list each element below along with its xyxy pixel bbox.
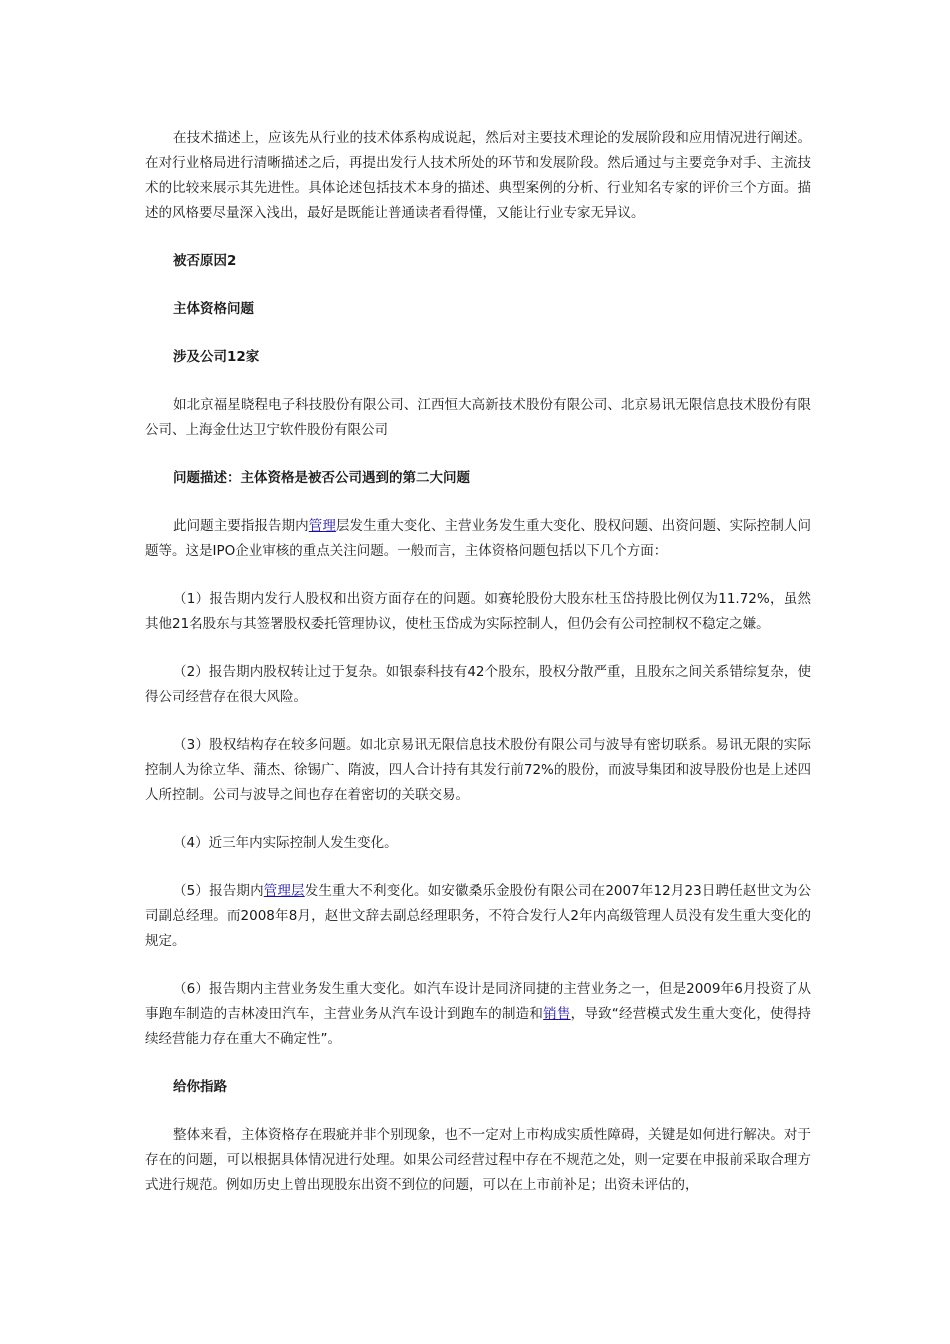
advice-paragraph: 整体来看，主体资格存在瑕疵并非个别现象，也不一定对上市构成实质性障碍，关键是如何进行解决。对于存在的问题，可以根据具体情况进行处理。如果公司经营过程中存在不规范之处，则一定要在申报前采取合理方式进行规范。例如历史上曾出现股东出资不到位的问题，可以在上市前补足；出资未评估的， <box>145 1127 811 1193</box>
description-paragraph <box>145 514 811 564</box>
document-page <box>145 126 811 1198</box>
item-1-paragraph: （1）报告期内发行人股权和出资方面存在的问题。如赛轮股份大股东杜玉岱持股比例仅为11.72%，虽然其他21名股东与其签署股权委托管理协议，使杜玉岱成为实际控制人，但仍会有公司控制权不稳定之嫌。 <box>145 591 811 632</box>
sales-link[interactable]: 销售 <box>543 1006 571 1022</box>
companies-paragraph: 如北京福星晓程电子科技股份有限公司、江西恒大高新技术股份有限公司、北京易讯无限信息技术股份有限公司、上海金仕达卫宁软件股份有限公司 <box>145 397 811 438</box>
item-4-paragraph: （4）近三年内实际控制人发生变化。 <box>173 835 398 851</box>
item-5-text-1: （5）报告期内 <box>173 883 264 899</box>
reason-title: 被否原因2 <box>173 253 237 269</box>
problem-title: 问题描述：主体资格是被否公司遇到的第二大问题 <box>173 470 470 486</box>
description-text-1: 此问题主要指报告期内 <box>173 518 309 534</box>
advice-title: 给你指路 <box>173 1079 227 1095</box>
item-6-text-2: ，导致“经营模式发生重大变化，使得持续经营能力存在重大不确定性”。 <box>145 1006 812 1047</box>
companies-count-heading: 涉及公司12家 <box>173 349 260 365</box>
intro-paragraph: 在技术描述上，应该先从行业的技术体系构成说起，然后对主要技术理论的发展阶段和应用情况进行阐述。在对行业格局进行清晰描述之后，再提出发行人技术所处的环节和发展阶段。然后通过与主要竞争对手、主流技术的比较来展示其先进性。具体论述包括技术本身的描述、典型案例的分析、行业知名专家的评价三个方面。描述的风格要尽量深入浅出，最好是既能让普通读者看得懂，又能让行业专家无异议。 <box>145 130 811 221</box>
description-text-2: 层发生重大变化、主营业务发生重大变化、股权问题、出资问题、实际控制人问题等。这是IPO企业审核的重点关注问题。一般而言，主体资格问题包括以下几个方面： <box>145 518 812 559</box>
topic-heading: 主体资格问题 <box>173 301 254 317</box>
item-5-text-2: 发生重大不利变化。如安徽桑乐金股份有限公司在2007年12月23日聘任赵世文为公司副总经理。而2008年8月，赵世文辞去副总经理职务，不符合发行人2年内高级管理人员没有发生重大变化的规定。 <box>145 883 812 949</box>
item-2-paragraph: （2）报告期内股权转让过于复杂。如银泰科技有42个股东，股权分散严重，且股东之间关系错综复杂，使得公司经营存在很大风险。 <box>145 664 811 705</box>
item-5-paragraph <box>145 879 811 954</box>
item-6-text-1: （6）报告期内主营业务发生重大变化。如汽车设计是同济同捷的主营业务之一，但是2009年6月投资了从事跑车制造的吉林凌田汽车，主营业务从汽车设计到跑车的制造和 <box>145 981 811 1022</box>
item-6-paragraph <box>145 977 811 1052</box>
item-3-paragraph: （3）股权结构存在较多问题。如北京易讯无限信息技术股份有限公司与波导有密切联系。易讯无限的实际控制人为徐立华、蒲杰、徐锡广、隋波，四人合计持有其发行前72%的股份，而波导集团和波导股份也是上述四人所控制。公司与波导之间也存在着密切的关联交易。 <box>145 737 811 803</box>
management-layer-link[interactable]: 管理层 <box>263 883 305 899</box>
management-link[interactable]: 管理 <box>308 518 336 534</box>
